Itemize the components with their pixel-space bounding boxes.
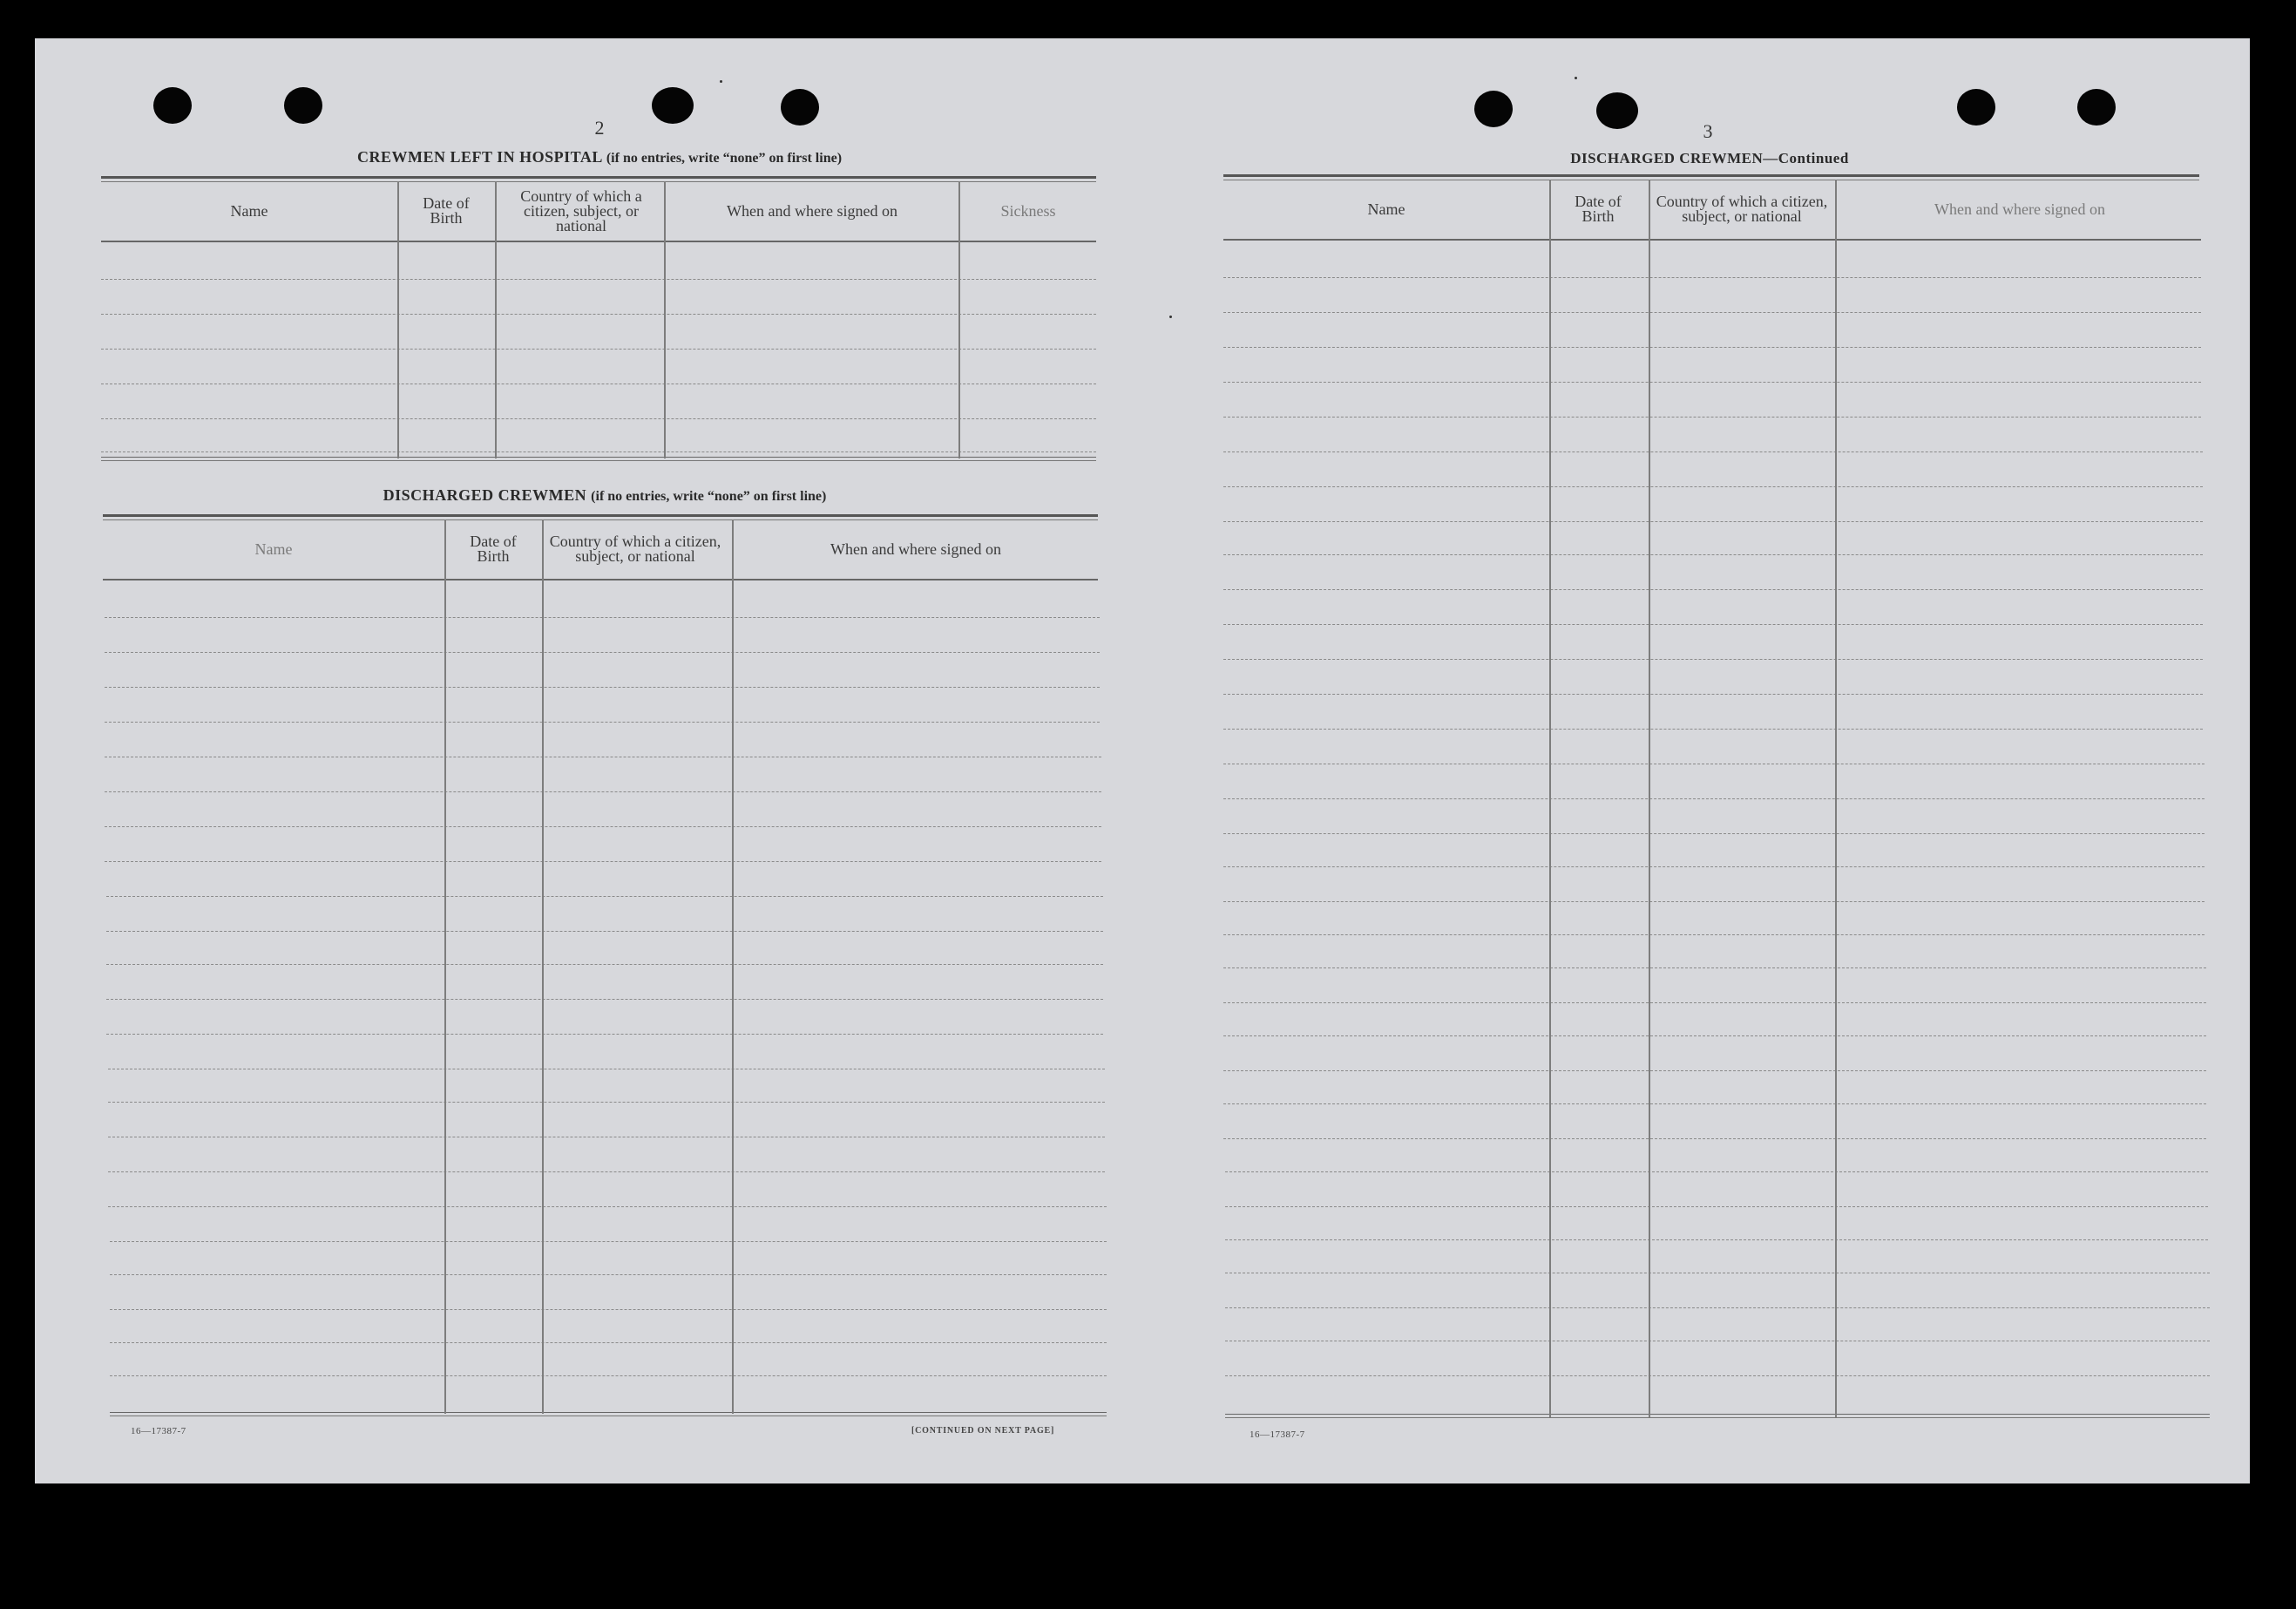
right-col-name: Name [1367, 200, 1405, 218]
continued-next-page: [CONTINUED ON NEXT PAGE] [911, 1426, 1055, 1436]
discharged-row-line [105, 791, 1101, 792]
right-row-line [1223, 589, 2203, 590]
right-col-divider [1649, 180, 1650, 1417]
hospital-col-dob: Date of Birth [423, 194, 470, 227]
discharged-section-title [108, 486, 1101, 505]
right-row-line [1223, 901, 2205, 902]
discharged-top-rule [103, 514, 1098, 517]
discharged-col-dob: Date of Birth [470, 533, 517, 565]
right-row-line [1223, 866, 2205, 867]
form-code-right: 16—17387-7 [1250, 1429, 1305, 1440]
hospital-col-divider [495, 181, 497, 458]
right-row-line [1223, 833, 2205, 834]
punch-hole [781, 89, 819, 126]
right-row-line [1223, 277, 2201, 278]
discharged-row-line [110, 1309, 1107, 1310]
right-row-line [1223, 417, 2201, 418]
right-row-line [1223, 1002, 2206, 1003]
discharged-col-name: Name [254, 540, 293, 558]
right-row-line [1223, 729, 2203, 730]
right-row-line [1223, 521, 2203, 522]
hospital-row-line [101, 349, 1096, 350]
right-header-bottom [1223, 239, 2201, 241]
discharged-row-line [105, 617, 1100, 618]
discharged-row-line [105, 861, 1101, 862]
right-row-line [1223, 967, 2206, 968]
discharged-col-signed-on: When and where signed on [830, 540, 1001, 558]
hospital-col-signed-on: When and where signed on [727, 201, 897, 220]
speck [1169, 316, 1172, 318]
hospital-col-name: Name [230, 201, 268, 220]
discharged-col-divider [542, 519, 544, 1414]
right-row-line [1223, 312, 2201, 313]
hospital-section-title [103, 148, 1096, 166]
discharged-row-line [108, 1206, 1107, 1207]
discharged-row-line [105, 687, 1100, 688]
form-code-left: 16—17387-7 [131, 1426, 186, 1436]
right-col-dob: Date of Birth [1575, 193, 1622, 225]
discharged-row-line [110, 1375, 1107, 1376]
right-row-line [1223, 659, 2203, 660]
discharged-title-text: DISCHARGED CREWMEN [383, 486, 587, 504]
discharged-row-line [106, 931, 1103, 932]
hospital-col-country: Country of which a citizen, subject, or national [520, 187, 642, 234]
page-number-right: 3 [1703, 120, 1713, 142]
right-row-line [1225, 1171, 2208, 1172]
discharged-title-note: (if no entries, write “none” on first line) [591, 489, 827, 504]
punch-hole [1957, 89, 1995, 126]
punch-hole [1596, 92, 1638, 129]
hospital-row-line [101, 279, 1096, 280]
right-top-rule [1223, 174, 2199, 177]
discharged-row-line [108, 1171, 1105, 1172]
hospital-row-line [101, 314, 1096, 315]
right-col-signed-on: When and where signed on [1934, 200, 2105, 218]
discharged-row-line [105, 826, 1101, 827]
speck [1575, 77, 1577, 79]
hospital-col-sickness: Sickness [1000, 201, 1056, 220]
hospital-col-divider [397, 181, 399, 458]
discharged-col-country: Country of which a citizen, subject, or national [549, 533, 721, 565]
speck [720, 80, 722, 83]
document-paper [35, 38, 2250, 1483]
discharged-row-line [110, 1241, 1107, 1242]
right-row-line [1223, 1070, 2206, 1071]
hospital-top-rule [101, 176, 1096, 179]
hospital-title-text: CREWMEN LEFT IN HOSPITAL [356, 148, 602, 166]
discharged-row-line [110, 1274, 1107, 1275]
punch-hole [284, 87, 322, 124]
right-row-line [1223, 798, 2205, 799]
right-row-line [1225, 1307, 2210, 1308]
hospital-col-divider [958, 181, 960, 458]
hospital-title-note: (if no entries, write “none” on first line) [606, 151, 843, 166]
right-row-line [1223, 451, 2203, 452]
hospital-row-line [101, 451, 1096, 452]
discharged-header-bottom [103, 579, 1098, 580]
discharged-row-line [105, 652, 1100, 653]
hospital-table-bottom-2 [101, 460, 1096, 461]
right-row-line [1223, 1138, 2206, 1139]
discharged-table-bottom [110, 1412, 1107, 1413]
discharged-continued-title: DISCHARGED CREWMEN—Continued [1570, 150, 1849, 166]
hospital-table-bottom [101, 457, 1096, 458]
discharged-row-line [108, 1102, 1105, 1103]
discharged-top-rule-thin [103, 519, 1098, 520]
right-col-divider [1549, 180, 1551, 1417]
right-row-line [1225, 1239, 2208, 1240]
right-row-line [1223, 934, 2205, 935]
right-row-line [1223, 347, 2201, 348]
discharged-row-line [106, 999, 1103, 1000]
right-row-line [1223, 1035, 2206, 1036]
right-table-bottom-2 [1225, 1417, 2210, 1418]
page-number-left: 2 [594, 117, 605, 139]
right-row-line [1223, 382, 2201, 383]
right-table-bottom [1225, 1414, 2210, 1415]
discharged-col-divider [444, 519, 446, 1414]
discharged-col-divider [732, 519, 734, 1414]
right-row-line [1223, 486, 2203, 487]
discharged-row-line [110, 1342, 1107, 1343]
right-col-country: Country of which a citizen, subject, or national [1656, 193, 1828, 225]
right-row-line [1223, 624, 2203, 625]
punch-hole [652, 87, 694, 124]
hospital-top-rule-thin [101, 181, 1096, 182]
right-row-line [1225, 1206, 2208, 1207]
discharged-row-line [106, 964, 1103, 965]
hospital-header-bottom [101, 241, 1096, 242]
discharged-row-line [105, 722, 1100, 723]
discharged-row-line [106, 1034, 1103, 1035]
right-row-line [1225, 1375, 2210, 1376]
right-row-line [1223, 694, 2203, 695]
punch-hole [153, 87, 192, 124]
right-row-line [1223, 1103, 2206, 1104]
punch-hole [2077, 89, 2116, 126]
discharged-row-line [106, 896, 1103, 897]
hospital-col-divider [664, 181, 666, 458]
hospital-row-line [101, 418, 1096, 419]
right-row-line [1223, 554, 2203, 555]
punch-hole [1474, 91, 1513, 127]
right-col-divider [1835, 180, 1837, 1417]
